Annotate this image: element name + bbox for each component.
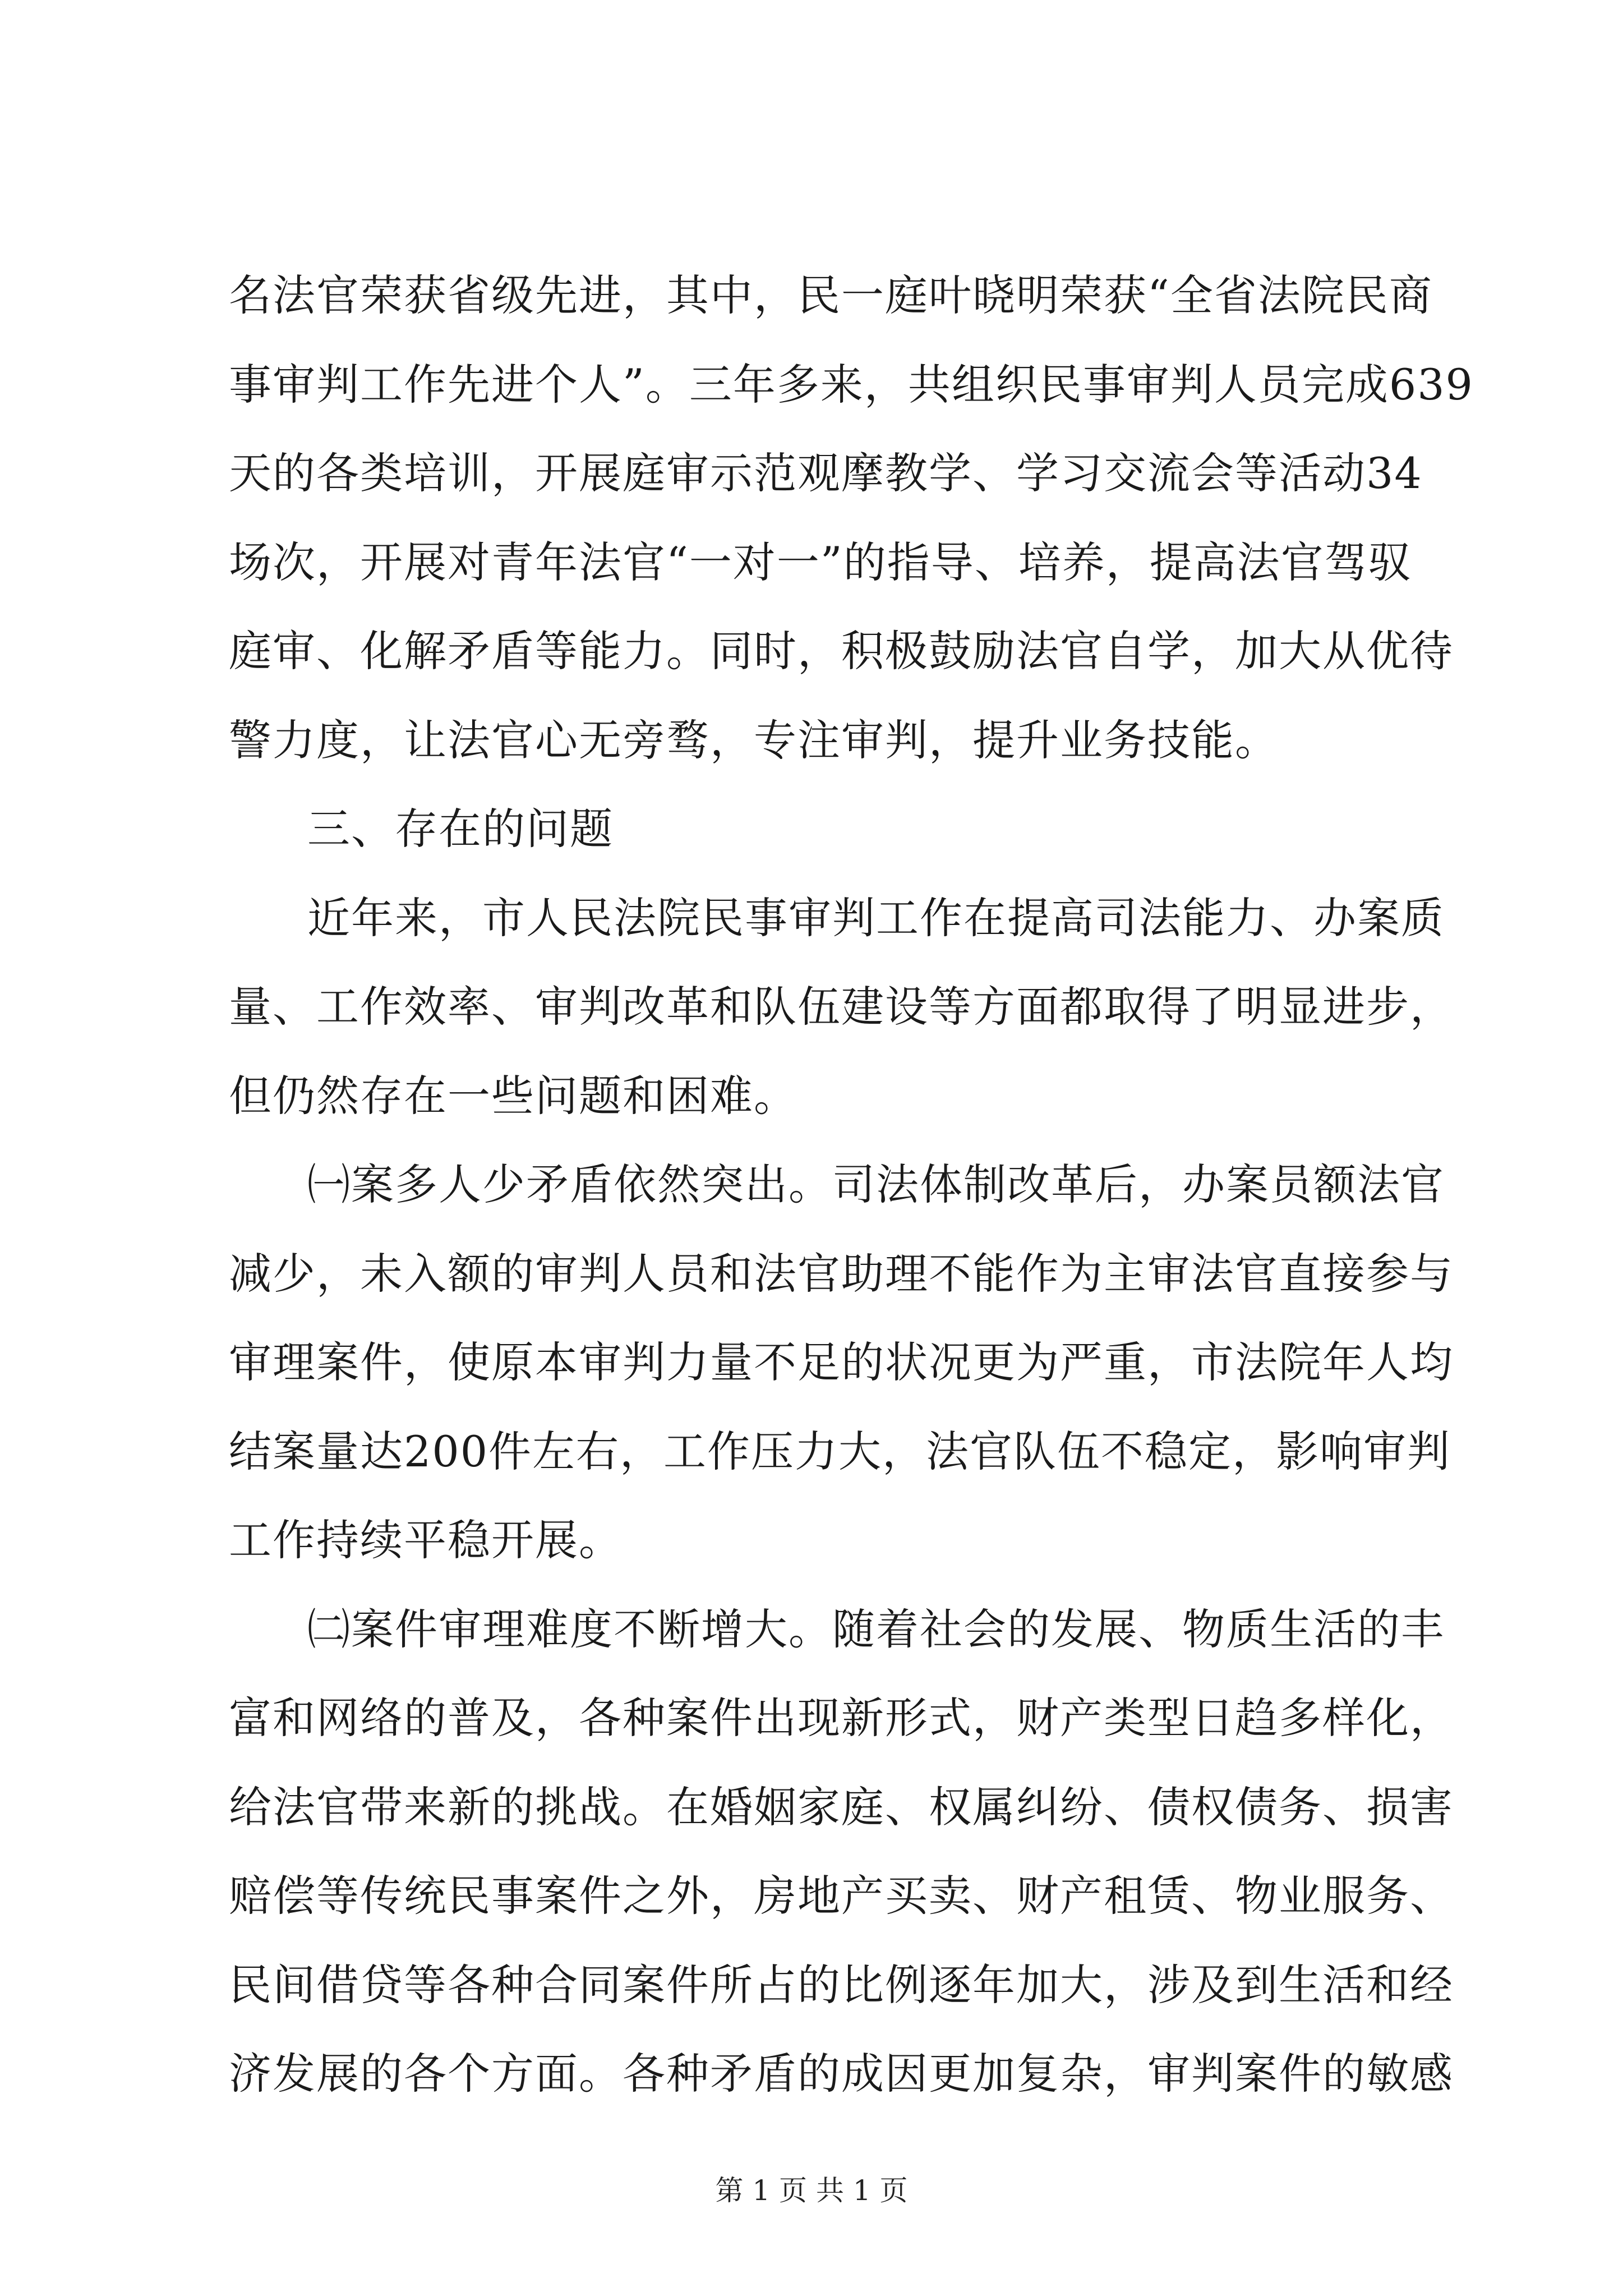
- text-line: 但仍然存在一些问题和困难。: [229, 1070, 797, 1121]
- text-line: 工作持续平稳开展。: [229, 1515, 623, 1565]
- text-line: 近年来，市人民法院民事审判工作在提高司法能力、办案质: [307, 892, 1445, 943]
- text-line: 名法官荣获省级先进，其中，民一庭叶晓明荣获“全省法院民商: [229, 270, 1433, 320]
- text-line: 场次，开展对青年法官“一对一”的指导、培养，提高法官驾驭: [229, 537, 1412, 587]
- text-line: 结案量达200件左右，工作压力大，法官队伍不稳定，影响审判: [229, 1426, 1451, 1476]
- text-line: 富和网络的普及，各种案件出现新形式，财产类型日趋多样化，: [229, 1693, 1454, 1743]
- text-line: 给法官带来新的挑战。在婚姻家庭、权属纠纷、债权债务、损害: [229, 1782, 1454, 1832]
- text-line: 赔偿等传统民事案件之外，房地产买卖、财产租赁、物业服务、: [229, 1871, 1454, 1921]
- text-line: 事审判工作先进个人”。三年多来，共组织民事审判人员完成639: [229, 359, 1474, 409]
- text-line: 减少，未入额的审判人员和法官助理不能作为主审法官直接参与: [229, 1248, 1454, 1299]
- text-line: 庭审、化解矛盾等能力。同时，积极鼓励法官自学，加大从优待: [229, 626, 1454, 676]
- text-line: 民间借贷等各种合同案件所占的比例逐年加大，涉及到生活和经: [229, 1959, 1454, 2010]
- text-line: ㈠案多人少矛盾依然突出。司法体制改革后，办案员额法官: [307, 1159, 1445, 1209]
- document-body: [229, 251, 1474, 2119]
- section-heading: 三、存在的问题: [307, 804, 614, 854]
- text-line: 警力度，让法官心无旁骛，专注审判，提升业务技能。: [229, 715, 1279, 765]
- text-line: ㈡案件审理难度不断增大。随着社会的发展、物质生活的丰: [307, 1604, 1445, 1654]
- page-footer: 第 1 页 共 1 页: [715, 2174, 908, 2207]
- text-line: 审理案件，使原本审判力量不足的状况更为严重，市法院年人均: [229, 1337, 1454, 1387]
- text-line: 济发展的各个方面。各种矛盾的成因更加复杂，审判案件的敏感: [229, 2049, 1454, 2099]
- text-line: 量、工作效率、审判改革和队伍建设等方面都取得了明显进步，: [229, 982, 1454, 1032]
- text-line: 天的各类培训，开展庭审示范观摩教学、学习交流会等活动34: [229, 448, 1423, 498]
